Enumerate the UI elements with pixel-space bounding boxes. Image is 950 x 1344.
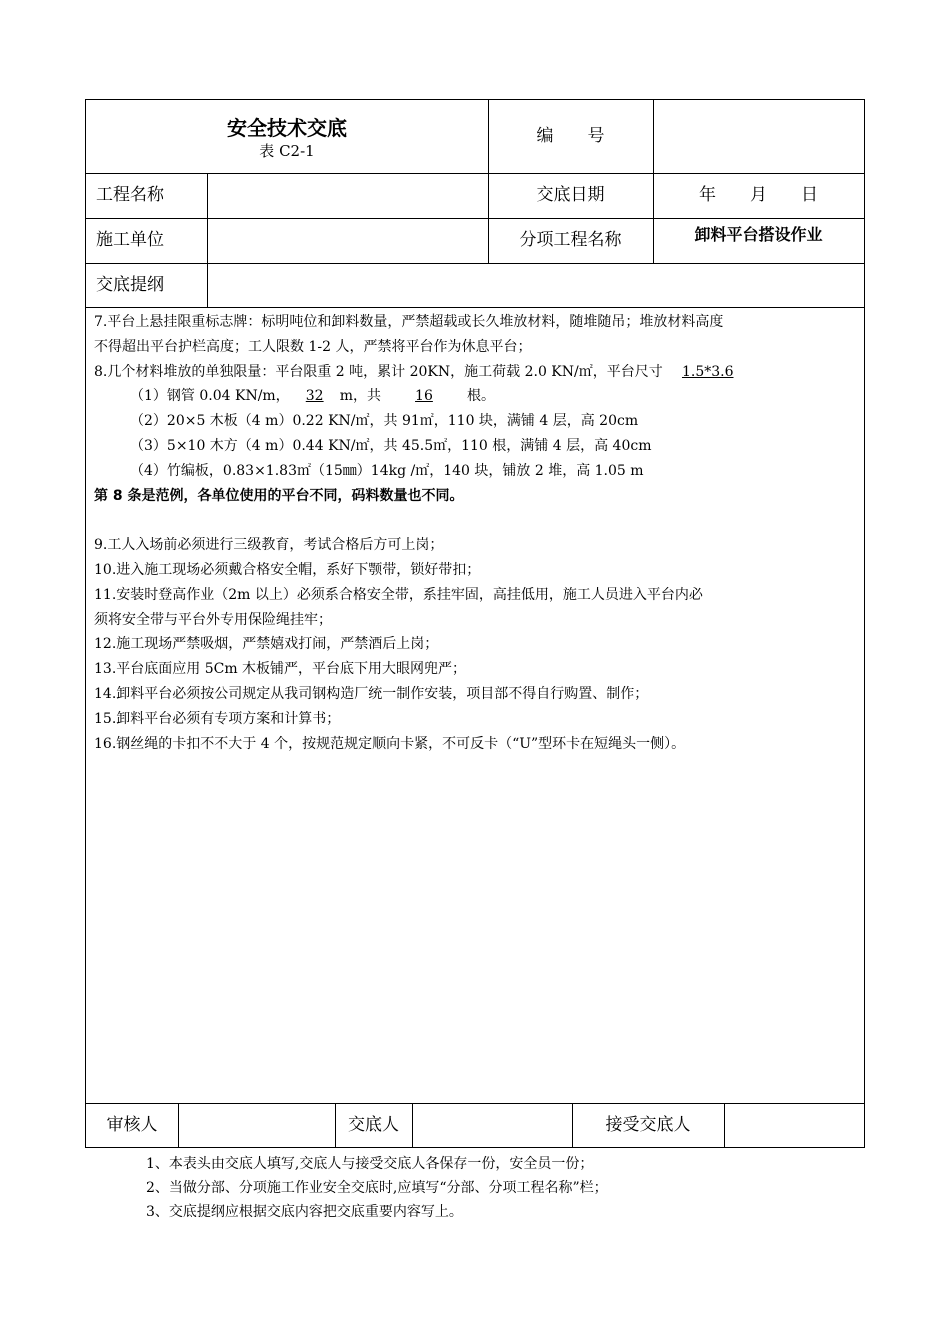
item-8-3: （3）5×10 木方（4 m）0.44 KN/㎡，共 45.5㎡，110 根，满铺 4 层，高 40cm bbox=[130, 437, 652, 454]
project-name-label: 工程名称 bbox=[96, 185, 164, 205]
item-16: 16.钢丝绳的卡扣不不大于 4 个，按规范规定顺向卡紧，不可反卡（“U”型环卡在短绳头一侧）。 bbox=[94, 735, 686, 752]
unit-field[interactable] bbox=[208, 218, 488, 263]
pipe-count-value: 16 bbox=[415, 388, 433, 405]
item-8-note: 第 8 条是范例，各单位使用的平台不同，码料数量也不同。 bbox=[94, 487, 464, 504]
unit-label: 施工单位 bbox=[96, 230, 164, 250]
outline-label: 交底提纲 bbox=[96, 275, 164, 295]
subitem-label: 分项工程名称 bbox=[519, 230, 622, 250]
blank-line bbox=[94, 508, 858, 533]
item-8-1-text: （1）钢管 0.04 KN/m， bbox=[130, 388, 290, 405]
note-1: 1、本表头由交底人填写,交底人与接受交底人各保存一份，安全员一份； bbox=[146, 1156, 594, 1172]
briefing-content bbox=[94, 310, 858, 756]
item-15: 15.卸料平台必须有专项方案和计算书； bbox=[94, 710, 341, 727]
item-12: 12.施工现场严禁吸烟，严禁嬉戏打闹，严禁酒后上岗； bbox=[94, 636, 439, 653]
note-3: 3、交底提纲应根据交底内容把交底重要内容写上。 bbox=[146, 1204, 463, 1220]
reviewer-label: 审核人 bbox=[106, 1115, 158, 1135]
subitem-field[interactable]: 卸料平台搭设作业 bbox=[694, 225, 823, 244]
item-8-4: （4）竹编板，0.83×1.83㎡（15㎜）14kg /㎡，140 块，铺放 2 堆，高 1.05 m bbox=[130, 462, 644, 479]
form-notes bbox=[146, 1152, 608, 1224]
item-8-line bbox=[94, 360, 858, 385]
safety-briefing-form bbox=[85, 99, 865, 1148]
date-field[interactable]: 年 月 日 bbox=[699, 185, 818, 205]
item-7-line-1: 7.平台上悬挂限重标志牌：标明吨位和卸料数量，严禁超载或长久堆放材料，随堆随吊；堆放材料高度 bbox=[94, 314, 724, 330]
number-field[interactable] bbox=[653, 100, 864, 173]
item-11-line-1: 11.安装时登高作业（2m 以上）必须系合格安全带，系挂牢固，高挂低用，施工人员进入平台内必 bbox=[94, 586, 703, 603]
reviewer-field[interactable] bbox=[179, 1103, 335, 1147]
discloser-field[interactable] bbox=[413, 1103, 572, 1147]
receiver-label: 接受交底人 bbox=[605, 1115, 691, 1135]
row-divider bbox=[86, 307, 864, 308]
item-8-2: （2）20×5 木板（4 m）0.22 KN/㎡，共 91㎡，110 块，满铺 4 层，高 20cm bbox=[130, 413, 639, 430]
item-8-1 bbox=[94, 384, 858, 409]
item-10: 10.进入施工现场必须戴合格安全帽，系好下颚带，锁好带扣； bbox=[94, 561, 481, 578]
discloser-label: 交底人 bbox=[348, 1115, 399, 1135]
item-8-1-text-end: 根。 bbox=[466, 388, 495, 405]
receiver-field[interactable] bbox=[725, 1103, 864, 1147]
item-7-line-2: 不得超出平台护栏高度；工人限数 1-2 人，严禁将平台作为休息平台； bbox=[94, 338, 532, 355]
outline-field[interactable] bbox=[208, 263, 858, 307]
item-14: 14.卸料平台必须按公司规定从我司钢构造厂统一制作安装，项目部不得自行购置、制作； bbox=[94, 685, 649, 702]
form-code: 表 C2-1 bbox=[259, 142, 315, 160]
item-9: 9.工人入场前必须进行三级教育，考试合格后方可上岗； bbox=[94, 537, 444, 554]
item-8-text: 8.几个材料堆放的单独限量：平台限重 2 吨，累计 20KN，施工荷载 2.0 KN/㎡，平台尺寸 bbox=[94, 363, 663, 380]
number-label: 编 号 bbox=[536, 126, 605, 146]
item-13: 13.平台底面应用 5Cm 木板铺严，平台底下用大眼网兜严； bbox=[94, 661, 467, 678]
note-2: 2、当做分部、分项施工作业安全交底时,应填写“分部、分项工程名称”栏； bbox=[146, 1180, 608, 1196]
item-8-1-text-mid: m，共 bbox=[339, 388, 381, 405]
item-11-line-2: 须将安全带与平台外专用保险绳挂牢； bbox=[94, 611, 332, 628]
platform-size-value: 1.5*3.6 bbox=[681, 363, 734, 380]
form-title: 安全技术交底 bbox=[227, 116, 347, 140]
pipe-length-value: 32 bbox=[305, 388, 324, 405]
date-label: 交底日期 bbox=[536, 185, 605, 205]
project-name-field[interactable] bbox=[208, 173, 488, 218]
